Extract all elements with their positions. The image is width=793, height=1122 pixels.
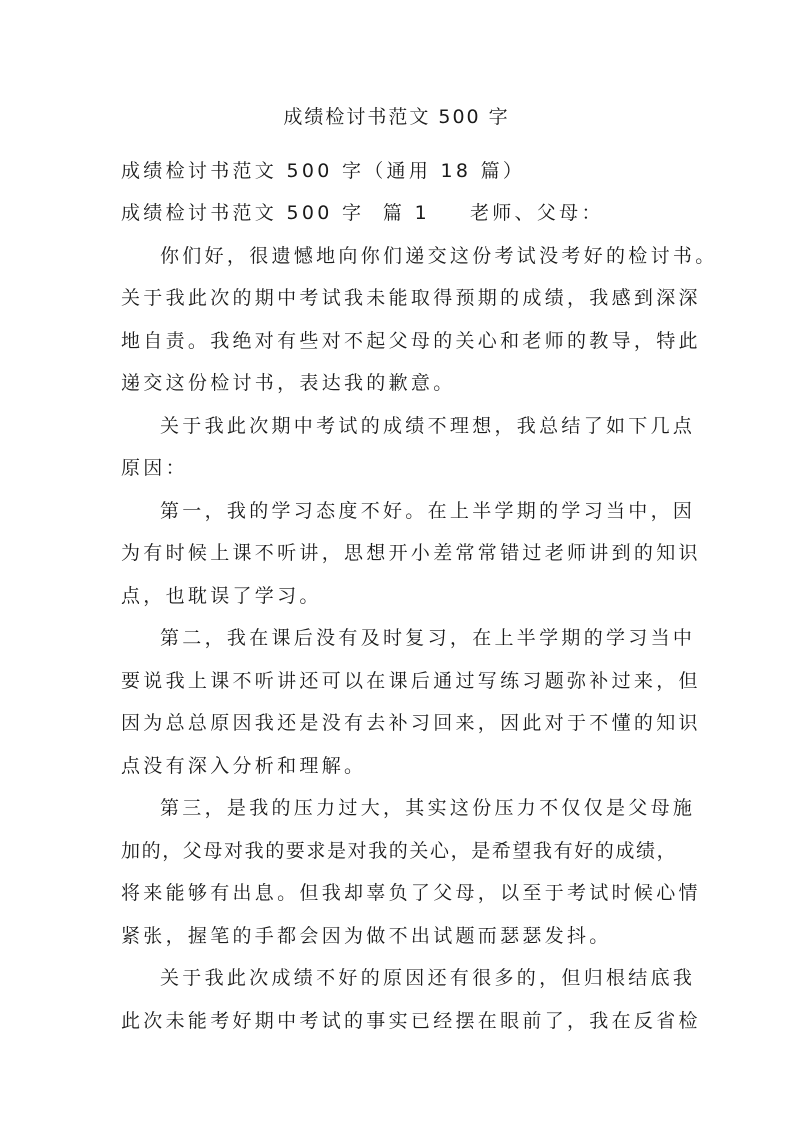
paragraph-line: 为有时候上课不听讲，思想开小差常常错过老师讲到的知识 — [121, 542, 701, 564]
paragraph-line: 点没有深入分析和理解。 — [121, 755, 367, 777]
section-heading-line — [121, 201, 681, 225]
paragraph-line: 紧张，握笔的手都会因为做不出试题而瑟瑟发抖。 — [121, 925, 612, 947]
paragraph-line: 第二，我在课后没有及时复习，在上半学期的学习当中 — [160, 627, 696, 649]
paragraph-line: 地自责。我绝对有些对不起父母的关心和老师的教导，特此 — [121, 330, 701, 352]
paragraph-line: 加的，父母对我的要求是对我的关心，是希望我有好的成绩， — [121, 840, 678, 862]
paragraph-line: 递交这份检讨书，表达我的歉意。 — [121, 372, 456, 394]
document-title: 成绩检讨书范文 500 字 — [283, 106, 510, 128]
document-subtitle: 成绩检讨书范文 500 字（通用 18 篇） — [121, 160, 526, 182]
paragraph-line: 关于我此次期中考试的成绩不理想，我总结了如下几点 — [160, 415, 696, 437]
paragraph-line: 将来能够有出息。但我却辜负了父母，以至于考试时候心情 — [121, 882, 701, 904]
paragraph-line: 要说我上课不听讲还可以在课后通过写练习题弥补过来，但 — [121, 670, 701, 692]
paragraph-line: 原因： — [121, 457, 188, 479]
paragraph-line: 此次未能考好期中考试的事实已经摆在眼前了，我在反省检 — [121, 1010, 701, 1032]
paragraph-line: 第三，是我的压力过大，其实这份压力不仅仅是父母施 — [160, 797, 696, 819]
section-heading: 成绩检讨书范文 500 字 篇 1 — [121, 202, 430, 224]
paragraph-line: 关于我此次成绩不好的原因还有很多的，但归根结底我 — [160, 967, 696, 989]
paragraph-line: 关于我此次的期中考试我未能取得预期的成绩，我感到深深 — [121, 287, 701, 309]
paragraph-line: 你们好，很遗憾地向你们递交这份考试没考好的检讨书。 — [160, 245, 718, 267]
paragraph-line: 第一，我的学习态度不好。在上半学期的学习当中，因 — [160, 500, 696, 522]
paragraph-line: 因为总总原因我还是没有去补习回来，因此对于不懂的知识 — [121, 712, 701, 734]
paragraph-line: 点，也耽误了学习。 — [121, 585, 322, 607]
salutation: 老师、父母： — [469, 202, 604, 224]
